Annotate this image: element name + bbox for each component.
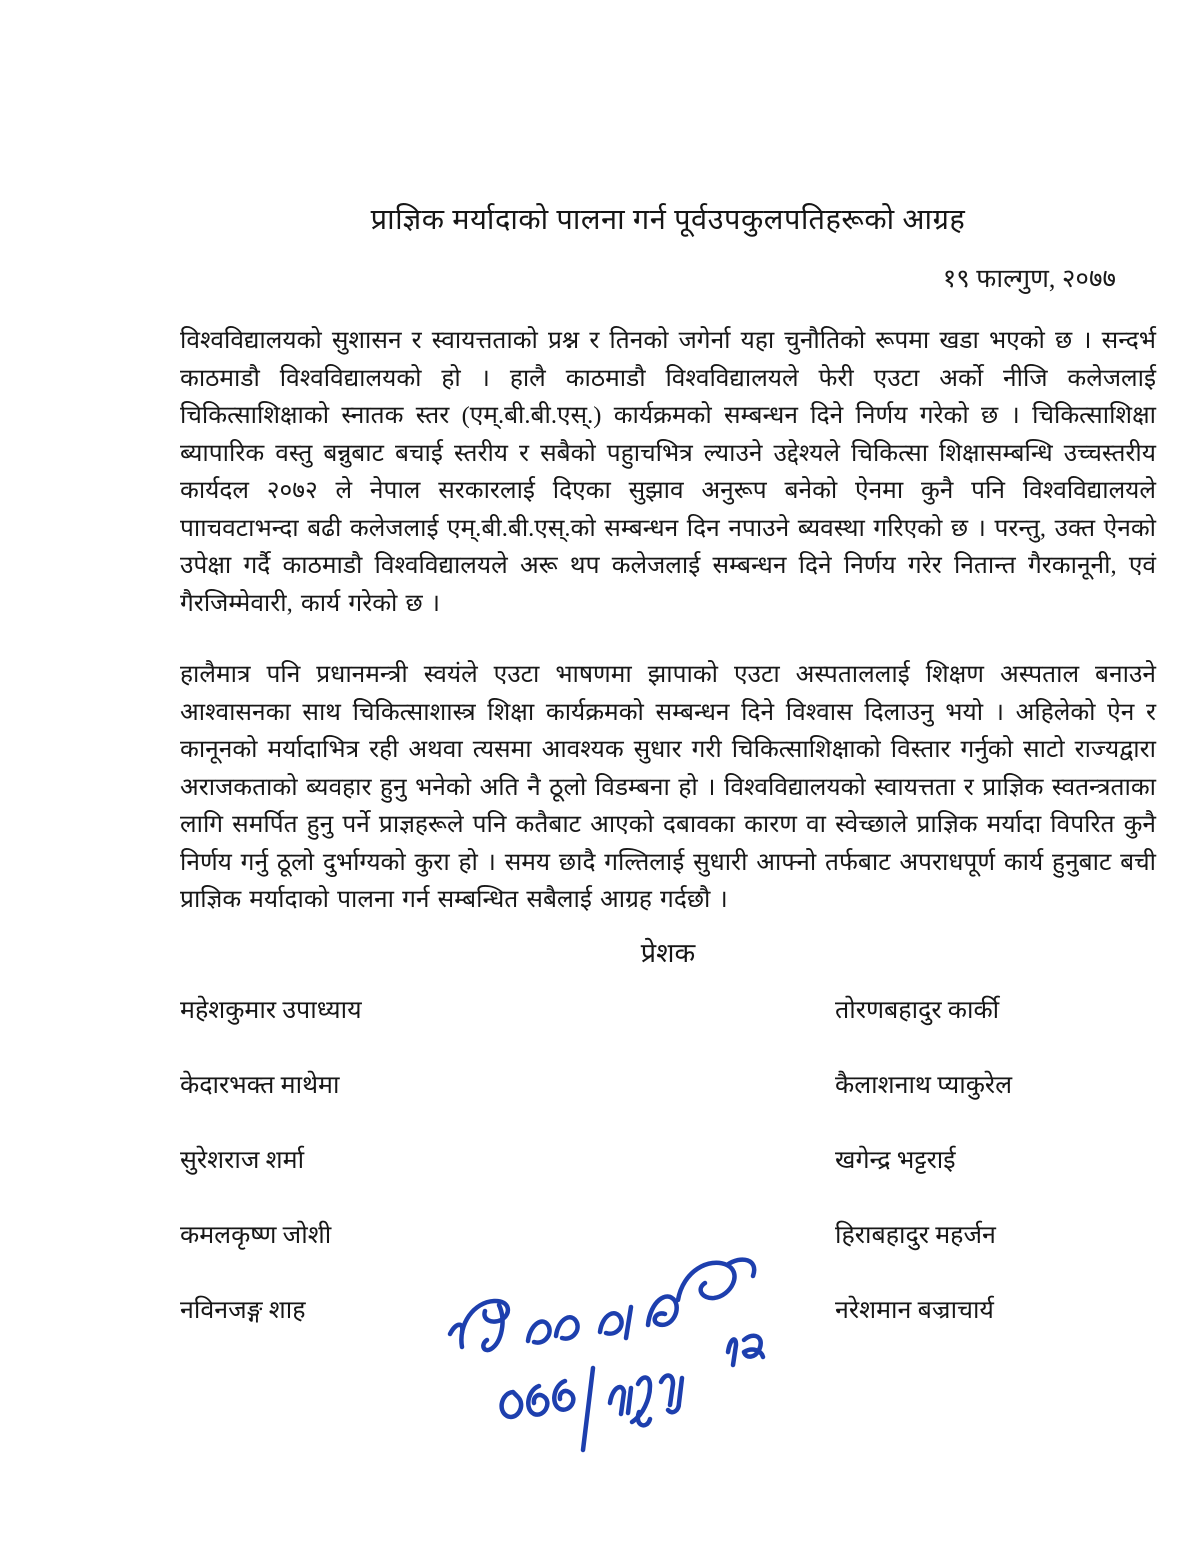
letter-content xyxy=(180,196,1156,1326)
signatory-name: नरेशमान बज्राचार्य xyxy=(835,1296,994,1324)
signatory-name: नविनजङ्ग शाह xyxy=(180,1296,306,1324)
signatory-name: केदारभक्त माथेमा xyxy=(180,1071,340,1099)
signatory-name: खगेन्द्र भट्टराई xyxy=(835,1146,956,1174)
letter-title: प्राज्ञिक मर्यादाको पालना गर्न पूर्वउपकुलपतिहरूको आग्रह xyxy=(370,204,966,236)
paragraph-1: विश्वविद्यालयको सुशासन र स्वायत्तताको प्रश्न र तिनको जगेर्ना यहा चुनौतिको रूपमा खडा भएको छ । सन्दर्भ काठमाडौ विश्वविद्यालयको हो । हालै काठमाडौ विश्वविद्यालयले फेरी एउटा अर्को नीजि कलेजलाई चिकित्साशिक्षाको स्नातक स्तर (एम्.बी.बी.एस्.) कार्यक्रमको सम्बन्धन दिने निर्णय गरेको छ । चिकित्साशिक्षा ब्यापारिक वस्तु बन्नुबाट बचाई स्तरीय र सबैको पहुाचभित्र ल्याउने उद्देश्यले चिकित्सा शिक्षासम्बन्धि उच्चस्तरीय कार्यदल २०७२ ले नेपाल सरकारलाई दिएका सुझाव अनुरूप बनेको ऐनमा कुनै पनि विश्वविद्यालयले पााचवटाभन्दा बढी कलेजलाई एम्.बी.बी.एस्.को सम्बन्धन दिन नपाउने ब्यवस्था गरिएको छ । परन्तु, उक्त ऐनको उपेक्षा गर्दै काठमाडौ विश्वविद्यालयले अरू थप कलेजलाई सम्बन्धन दिने निर्णय गरेर नितान्त गैरकानूनी, एवं गैरजिम्मेवारी, कार्य गरेको छ । xyxy=(180,327,1156,617)
signatory-name: तोरणबहादुर कार्की xyxy=(835,996,1000,1024)
signatory-name: सुरेशराज शर्मा xyxy=(180,1146,305,1174)
signatory-name: महेशकुमार उपाध्याय xyxy=(180,996,362,1024)
signature-ink-strokes xyxy=(420,1252,780,1482)
paragraph-2: हालैमात्र पनि प्रधानमन्त्री स्वयंले एउटा भाषणमा झापाको एउटा अस्पताललाई शिक्षण अस्पताल बनाउने आश्वासनका साथ चिकित्साशास्त्र शिक्षा कार्यक्रमको सम्बन्धन दिने विश्वास दिलाउनु भयो । अहिलेको ऐन र कानूनको मर्यादाभित्र रही अथवा त्यसमा आवश्यक सुधार गरी चिकित्साशिक्षाको विस्तार गर्नुको साटो राज्यद्वारा अराजकताको ब्यवहार हुनु भनेको अति नै ठूलो विडम्बना हो । विश्वविद्यालयको स्वायत्तता र प्राज्ञिक स्वतन्त्रताका लागि समर्पित हुनु पर्ने प्राज्ञहरूले पनि कतैबाट आएको दबावका कारण वा स्वेच्छाले प्राज्ञिक मर्यादा विपरित कुनै निर्णय गर्नु ठूलो दुर्भाग्यको कुरा हो । समय छादै गल्तिलाई सुधारी आफ्नो तर्फबाट अपराधपूर्ण कार्य हुनुबाट बची प्राज्ञिक मर्यादाको पालना गर्न सम्बन्धित सबैलाई आग्रह गर्दछौ । xyxy=(180,661,1156,913)
signatory-name: कैलाशनाथ प्याकुरेल xyxy=(835,1071,1013,1099)
signatory-name: कमलकृष्ण जोशी xyxy=(180,1221,332,1249)
handwritten-signature xyxy=(420,1252,780,1482)
signatory-name: हिराबहादुर महर्जन xyxy=(835,1221,996,1249)
sender-heading: प्रेशक xyxy=(640,937,696,968)
letter-date: १९ फाल्गुण, २०७७ xyxy=(942,264,1116,293)
